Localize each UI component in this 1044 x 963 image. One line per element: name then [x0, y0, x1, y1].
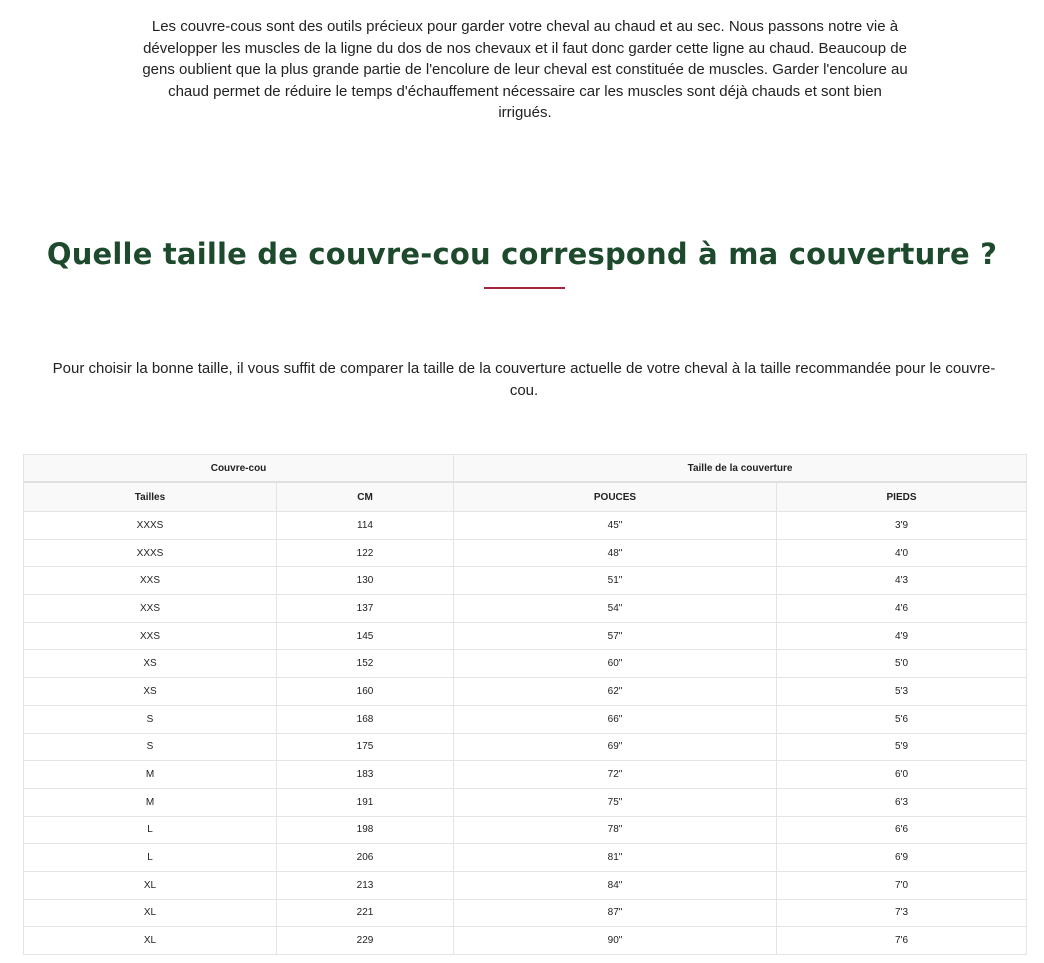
table-row	[24, 512, 1027, 540]
cell-feet: 5'9	[777, 733, 1027, 761]
cell-feet: 7'6	[777, 927, 1027, 955]
cell-feet: 4'9	[777, 622, 1027, 650]
cell-cm: 221	[277, 899, 454, 927]
cell-feet: 3'9	[777, 512, 1027, 540]
cell-cm: 191	[277, 788, 454, 816]
cell-inches: 84"	[454, 871, 777, 899]
cell-size: L	[24, 816, 277, 844]
cell-feet: 7'3	[777, 899, 1027, 927]
table-row	[24, 761, 1027, 789]
cell-feet: 6'6	[777, 816, 1027, 844]
cell-size: XL	[24, 927, 277, 955]
table-row	[24, 595, 1027, 623]
cell-size: L	[24, 844, 277, 872]
cell-size: S	[24, 733, 277, 761]
cell-size: XXXS	[24, 539, 277, 567]
cell-inches: 54"	[454, 595, 777, 623]
cell-feet: 4'0	[777, 539, 1027, 567]
cell-inches: 81"	[454, 844, 777, 872]
cell-cm: 152	[277, 650, 454, 678]
table-row	[24, 871, 1027, 899]
cell-cm: 122	[277, 539, 454, 567]
cell-inches: 48"	[454, 539, 777, 567]
cell-size: XS	[24, 650, 277, 678]
table-row	[24, 622, 1027, 650]
cell-cm: 213	[277, 871, 454, 899]
size-table	[23, 454, 1027, 955]
table-row	[24, 650, 1027, 678]
group-header-rug-size: Taille de la couverture	[454, 455, 1027, 483]
cell-cm: 206	[277, 844, 454, 872]
cell-feet: 5'0	[777, 650, 1027, 678]
column-header-inches: POUCES	[454, 482, 777, 512]
cell-size: XXS	[24, 567, 277, 595]
cell-cm: 175	[277, 733, 454, 761]
cell-size: XL	[24, 899, 277, 927]
table-row	[24, 927, 1027, 955]
cell-cm: 168	[277, 705, 454, 733]
cell-inches: 62"	[454, 678, 777, 706]
cell-size: M	[24, 761, 277, 789]
table-row	[24, 705, 1027, 733]
cell-feet: 5'6	[777, 705, 1027, 733]
section-title: Quelle taille de couvre-cou correspond à ma couverture ?	[46, 237, 998, 271]
cell-size: S	[24, 705, 277, 733]
cell-inches: 69"	[454, 733, 777, 761]
cell-cm: 160	[277, 678, 454, 706]
column-header-sizes: Tailles	[24, 482, 277, 512]
cell-feet: 4'3	[777, 567, 1027, 595]
group-header-neck-cover: Couvre-cou	[24, 455, 454, 483]
cell-size: XL	[24, 871, 277, 899]
cell-inches: 60"	[454, 650, 777, 678]
size-description: Pour choisir la bonne taille, il vous suffit de comparer la taille de la couverture actuelle de votre cheval à la taille recommandée pour le couvre-cou.	[52, 360, 996, 399]
cell-feet: 6'0	[777, 761, 1027, 789]
cell-cm: 183	[277, 761, 454, 789]
cell-cm: 130	[277, 567, 454, 595]
table-row	[24, 733, 1027, 761]
cell-cm: 198	[277, 816, 454, 844]
cell-cm: 114	[277, 512, 454, 540]
table-row	[24, 844, 1027, 872]
cell-size: XXS	[24, 622, 277, 650]
cell-inches: 72"	[454, 761, 777, 789]
column-header-cm: CM	[277, 482, 454, 512]
cell-size: XS	[24, 678, 277, 706]
column-header-feet: PIEDS	[777, 482, 1027, 512]
cell-inches: 51"	[454, 567, 777, 595]
cell-cm: 229	[277, 927, 454, 955]
cell-inches: 75"	[454, 788, 777, 816]
title-underline	[484, 287, 565, 289]
cell-feet: 4'6	[777, 595, 1027, 623]
table-row	[24, 788, 1027, 816]
intro-paragraph: Les couvre-cous sont des outils précieux pour garder votre cheval au chaud et au sec. Nous passons notre vie à développer les muscles de la ligne du dos de nos chevaux et il faut donc garder cette ligne au chaud. Beaucoup de gens oublient que la plus grande partie de l'encolure de leur cheval est constituée de muscles. Garder l'encolure au chaud permet de réduire le temps d'échauffement nécessaire car les muscles sont déjà chauds et sont bien irrigués.	[142, 18, 908, 121]
cell-feet: 7'0	[777, 871, 1027, 899]
cell-cm: 145	[277, 622, 454, 650]
cell-inches: 90"	[454, 927, 777, 955]
cell-inches: 57"	[454, 622, 777, 650]
cell-size: M	[24, 788, 277, 816]
cell-feet: 5'3	[777, 678, 1027, 706]
cell-feet: 6'3	[777, 788, 1027, 816]
cell-inches: 45"	[454, 512, 777, 540]
cell-feet: 6'9	[777, 844, 1027, 872]
table-body	[24, 512, 1027, 955]
cell-inches: 66"	[454, 705, 777, 733]
cell-cm: 137	[277, 595, 454, 623]
cell-inches: 78"	[454, 816, 777, 844]
table-row	[24, 678, 1027, 706]
table-row	[24, 567, 1027, 595]
table-row	[24, 899, 1027, 927]
table-group-header-row	[24, 455, 1027, 483]
table-row	[24, 816, 1027, 844]
cell-inches: 87"	[454, 899, 777, 927]
table-row	[24, 539, 1027, 567]
cell-size: XXS	[24, 595, 277, 623]
table-column-header-row	[24, 482, 1027, 512]
cell-size: XXXS	[24, 512, 277, 540]
